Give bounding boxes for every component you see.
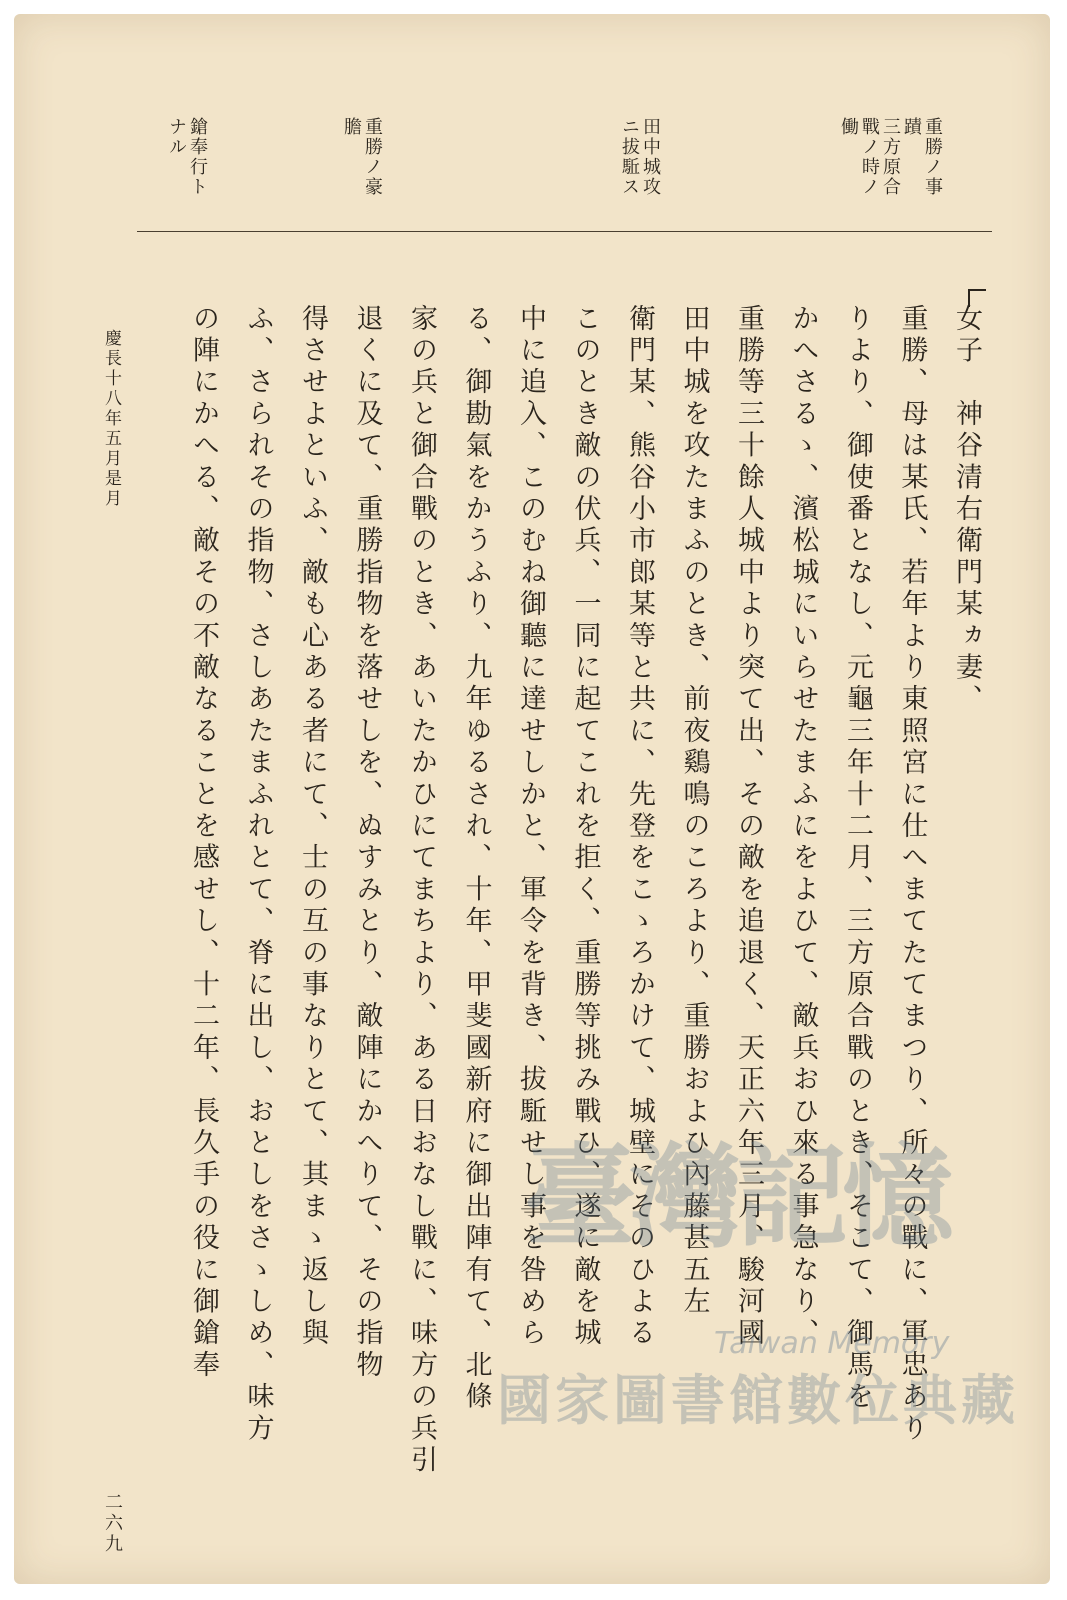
margin-note-line: 田中城攻	[640, 117, 661, 197]
text-column: 田中城を攻たまふのとき、前夜鷄鳴のころより、重勝およひ內藤甚五左	[678, 304, 710, 1319]
text-column: 家の兵と御合戰のとき、あいたかひにてまちより、ある日おなし戰に、味方の兵引	[406, 304, 437, 1477]
margin-note-line: 鎗奉行ト	[187, 117, 208, 197]
text-column: る、御勘氣をかうふり、九年ゆるされ、十年、甲斐國新府に御出陣有て、北條	[460, 304, 492, 1414]
document-page	[14, 14, 1050, 1584]
watermark-title: 臺灣記憶	[524, 1132, 948, 1263]
text-column: 中に追入、このむね御聽に達せしかと、軍令を背き、拔駈せし事を咎めら	[515, 304, 546, 1351]
text-column: 重勝、母は某氏、若年より東照宮に仕へまてたてまつり、所々の戰に、軍忠あり	[896, 304, 928, 1446]
margin-note-line: 重勝ノ豪	[362, 117, 383, 197]
text-column: 得させよといふ、敵も心ある者にて、士の互の事なりとて、其まゝ返し與	[297, 304, 328, 1351]
text-column: 重勝等三十餘人城中より突て出、その敵を追退く、天正六年三月、駿河國	[733, 304, 764, 1351]
watermark-subtitle: 國家圖書館數位典藏	[497, 1369, 1019, 1432]
margin-note-line: 蹟	[901, 117, 922, 137]
text-column: 衛門某、熊谷小市郎某等と共に、先登をこゝろかけて、城壁にそのひよる	[624, 304, 655, 1351]
text-column: りより、御使番となし、元龜三年十二月、三方原合戰のとき、そこて、御馬を	[842, 304, 873, 1414]
margin-note-line: 働	[838, 117, 859, 137]
text-column: 女子 神谷清右衛門某ヵ妻、	[951, 304, 982, 717]
margin-note-line: ナル	[166, 117, 187, 157]
margin-note-line: 重勝ノ事	[922, 117, 943, 197]
text-column: の陣にかへる、敵その不敵なることを感せし、十二年、長久手の役に御鎗奉	[188, 304, 219, 1382]
margin-note-line: 三方原合	[880, 117, 901, 197]
text-column: ふ、さられその指物、さしあたまふれとて、脊に出し、おとしをさゝしめ、味方	[242, 304, 274, 1446]
text-column: かへさるゝ、濱松城にいらせたまふにをよひて、敵兵おひ來る事急なり、	[787, 304, 819, 1351]
margin-note-line: 膽	[341, 117, 362, 137]
text-column: 退くに及て、重勝指物を落せしを、ぬすみとり、敵陣にかへりて、その指物	[351, 304, 383, 1382]
margin-note-line: ニ拔駈ス	[619, 117, 640, 197]
text-column: このとき敵の伏兵、一同に起てこれを拒く、重勝等挑み戰ひ、遂に敵を城	[569, 304, 601, 1351]
margin-note-line: 戰ノ時ノ	[859, 117, 880, 197]
page-number: 二六九	[102, 1492, 123, 1555]
watermark-english: Taiwan Memory	[714, 1326, 950, 1361]
header-divider-line	[137, 231, 992, 232]
running-head: 慶長十八年五月是月	[101, 329, 121, 509]
